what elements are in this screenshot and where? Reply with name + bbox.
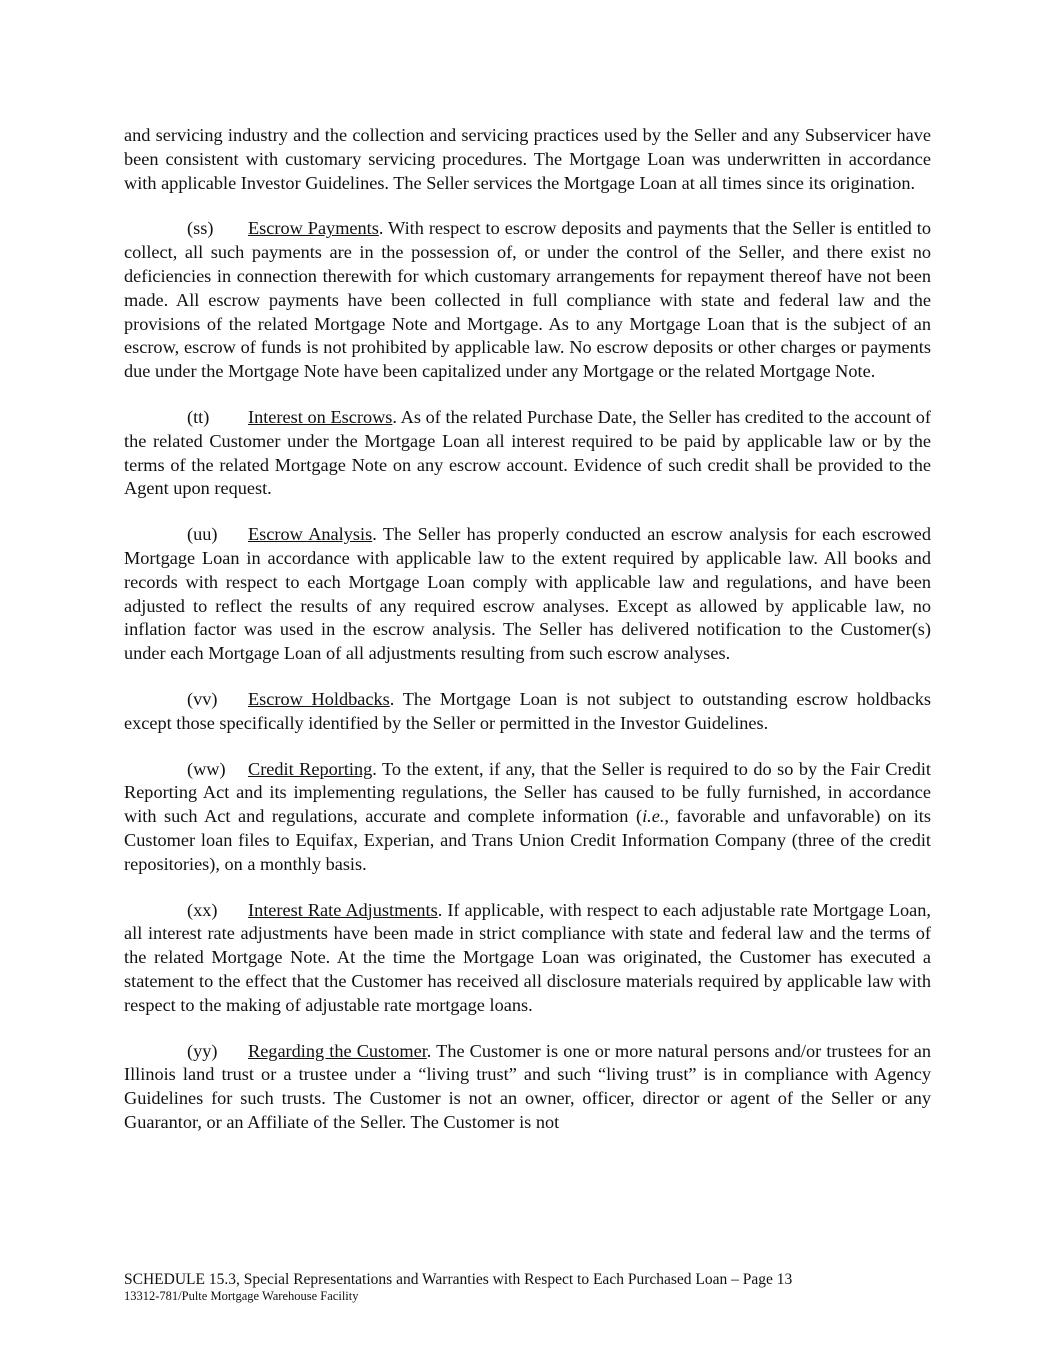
section-paragraph (124, 1040, 931, 1135)
section-body: . As of the related Purchase Date, the Seller has credited to the account of the related Customer under the Mortgage Loan all interest required to be paid by applicable law or by the terms of the related Mortgage Note on any escrow account. Evidence of such credit shall be provided to the Agent upon request. (124, 406, 931, 499)
section-label: (xx) (187, 899, 218, 920)
document-body (124, 124, 931, 1157)
section-heading: Escrow Holdbacks (248, 688, 390, 709)
section-italic: i.e. (642, 806, 665, 827)
section-label: (yy) (187, 1040, 218, 1061)
section-paragraph (124, 899, 931, 1018)
section-label: (vv) (187, 688, 218, 709)
section-heading: Interest on Escrows (248, 406, 393, 427)
section-label: (ww) (187, 758, 226, 779)
section-heading: Escrow Analysis (248, 524, 373, 545)
page-footer (124, 1270, 792, 1304)
section-paragraph (124, 758, 931, 877)
section-body: . The Customer is one or more natural persons and/or trustees for an Illinois land trust or a trustee under a “living trust” and such “living trust” is in compliance with Agency Guidelines for such trusts. The Customer is not an owner, officer, director or agent of the Seller or any Guarantor, or an Affiliate of the Seller. The Customer is not (124, 1040, 931, 1132)
section-body: . To the extent, if any, that the Seller is required to do so by the Fair Credit Reporting Act and its implementing regulations, the Seller has caused to be fully furnished, in accordance with such Act and regulations, accurate and complete information ( (124, 758, 931, 827)
section-paragraph (124, 688, 931, 736)
section-paragraph (124, 217, 931, 384)
sections (124, 217, 931, 1134)
section-paragraph (124, 523, 931, 666)
intro-paragraph: and servicing industry and the collection and servicing practices used by the Seller and any Subservicer have been consistent with customary servicing procedures. The Mortgage Loan was underwritten in accordance with applicable Investor Guidelines. The Seller services the Mortgage Loan at all times since its origination. (124, 125, 931, 193)
section-body: . The Mortgage Loan is not subject to outstanding escrow holdbacks except those specifically identified by the Seller or permitted in the Investor Guidelines. (124, 688, 931, 733)
section-paragraph (124, 406, 931, 501)
section-body: . If applicable, with respect to each adjustable rate Mortgage Loan, all interest rate adjustments have been made in strict compliance with state and federal law and the terms of the related Mortgage Note. At the time the Mortgage Loan was originated, the Customer has executed a statement to the effect that the Customer has received all disclosure materials required by applicable law with respect to the making of adjustable rate mortgage loans. (124, 899, 931, 1015)
section-heading: Regarding the Customer (248, 1040, 427, 1061)
section-body-cont: , favorable and unfavorable) on its Customer loan files to Equifax, Experian, and Trans Union Credit Information Company (three of the credit repositories), on a monthly basis. (124, 806, 931, 874)
section-heading: Escrow Payments (248, 218, 379, 239)
section-label: (ss) (187, 218, 214, 239)
footer-doc-id: 13312-781/Pulte Mortgage Warehouse Facility (124, 1289, 359, 1303)
section-heading: Credit Reporting (248, 758, 373, 779)
section-label: (uu) (187, 524, 218, 545)
section-body: . The Seller has properly conducted an escrow analysis for each escrowed Mortgage Loan in accordance with applicable law to the extent required by applicable law. All books and records with respect to each Mortgage Loan comply with applicable law and regulations, and have been adjusted to reflect the results of any required escrow analyses. Except as allowed by applicable law, no inflation factor was used in the escrow analysis. The Seller has delivered notification to the Customer(s) under each Mortgage Loan of all adjustments resulting from such escrow analyses. (124, 524, 931, 664)
section-heading: Interest Rate Adjustments (248, 899, 438, 920)
section-body: . With respect to escrow deposits and payments that the Seller is entitled to collect, all such payments are in the possession of, or under the control of the Seller, and there exist no deficiencies in connection therewith for which customary arrangements for repayment thereof have not been made. All escrow payments have been collected in full compliance with state and federal law and the provisions of the related Mortgage Note and Mortgage. As to any Mortgage Loan that is the subject of an escrow, escrow of funds is not prohibited by applicable law. No escrow deposits or other charges or payments due under the Mortgage Note have been capitalized under any Mortgage or the related Mortgage Note. (124, 218, 931, 382)
section-label: (tt) (187, 406, 210, 427)
footer-title: SCHEDULE 15.3, Special Representations and Warranties with Respect to Each Purchased Loan – Page 13 (124, 1271, 793, 1288)
